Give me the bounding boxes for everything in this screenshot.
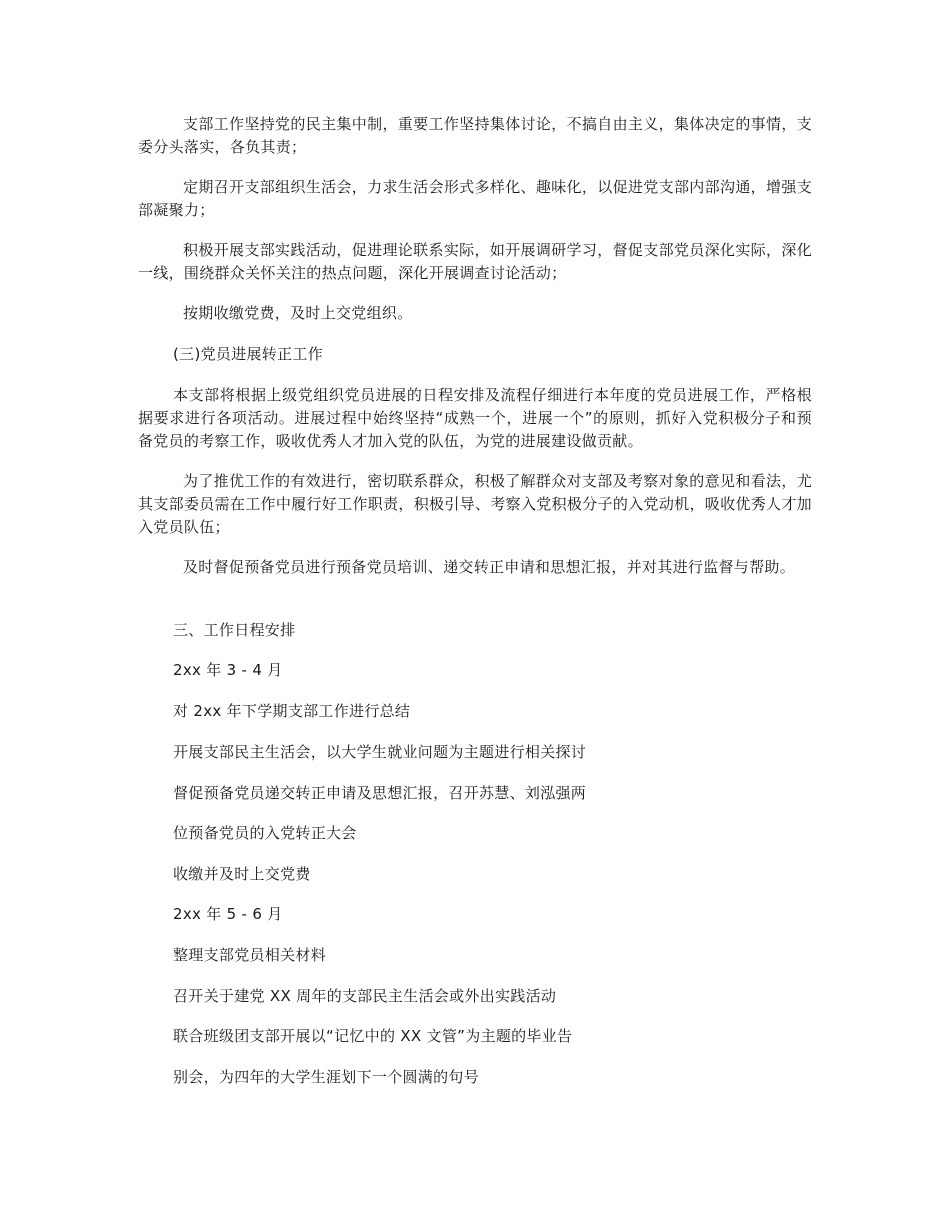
schedule-item: 召开关于建党 XX 周年的支部民主生活会或外出实践活动 xyxy=(173,987,557,1005)
paragraph-practice-activities: 积极开展支部实践活动，促进理论联系实际，如开展调研学习，督促支部党员深化实际，深化一线，围绕群众关怀关注的热点问题，深化开展调查讨论活动； xyxy=(138,241,812,282)
paragraph-democratic-centralism: 支部工作坚持党的民主集中制，重要工作坚持集体讨论，不搞自由主义，集体决定的事情，支委分头落实，各负其责； xyxy=(138,115,812,156)
section-heading-member-development: (三)党员进展转正工作 xyxy=(173,345,324,363)
paragraph-organization-life: 定期召开支部组织生活会，力求生活会形式多样化、趣味化，以促进党支部内部沟通，增强支部凝聚力； xyxy=(138,178,812,219)
paragraph-probationary-supervision: 及时督促预备党员进行预备党员培训、递交转正申请和思想汇报，并对其进行监督与帮助。 xyxy=(183,558,796,576)
schedule-period-may-jun: 2xx 年 5 - 6 月 xyxy=(173,905,283,923)
paragraph-development-plan: 本支部将根据上级党组织党员进展的日程安排及流程仔细进行本年度的党员进展工作，严格根据要求进行各项活动。进展过程中始终坚持“成熟一个，进展一个”的原则，抓好入党积极分子和预备党员的考察工作，吸收优秀人才加入党的队伍，为党的进展建设做贡献。 xyxy=(138,386,812,450)
schedule-item: 收缴并及时上交党费 xyxy=(173,865,311,883)
schedule-item: 对 2xx 年下学期支部工作进行总结 xyxy=(173,702,411,720)
schedule-period-mar-apr: 2xx 年 3 - 4 月 xyxy=(173,661,283,679)
paragraph-recommendation-work: 为了推优工作的有效进行，密切联系群众，积极了解群众对支部及考察对象的意见和看法，尤其支部委员需在工作中履行好工作职责，积极引导、考察入党积极分子的入党动机，吸收优秀人才加入党员队伍； xyxy=(138,472,812,536)
schedule-item: 联合班级团支部开展以“记忆中的 XX 文管”为主题的毕业告 xyxy=(173,1027,573,1045)
paragraph-party-fees: 按期收缴党费，及时上交党组织。 xyxy=(183,304,413,322)
schedule-item: 督促预备党员递交转正申请及思想汇报，召开苏慧、刘泓强两 xyxy=(173,784,587,802)
schedule-item: 位预备党员的入党转正大会 xyxy=(173,824,357,842)
schedule-item: 别会，为四年的大学生涯划下一个圆满的句号 xyxy=(173,1068,480,1086)
schedule-item: 开展支部民主生活会，以大学生就业问题为主题进行相关探讨 xyxy=(173,743,587,761)
schedule-item: 整理支部党员相关材料 xyxy=(173,946,327,964)
section-heading-schedule: 三、工作日程安排 xyxy=(173,621,296,639)
